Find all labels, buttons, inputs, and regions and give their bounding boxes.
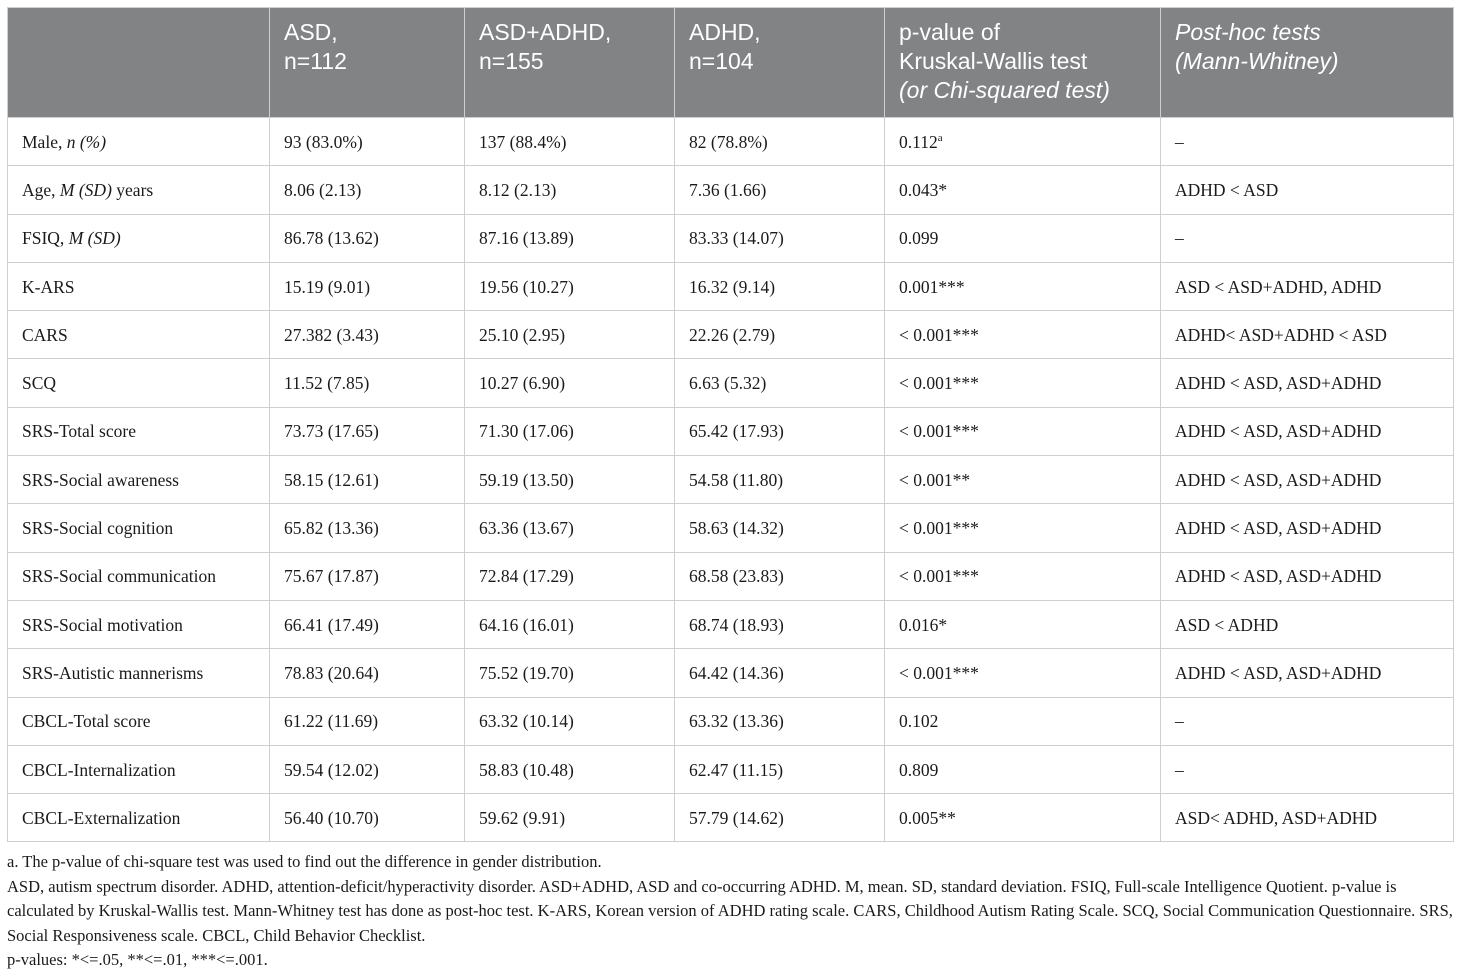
table-row xyxy=(8,359,1454,407)
row-label xyxy=(8,697,270,745)
cell-asd-adhd xyxy=(465,359,675,407)
cell-pvalue xyxy=(885,745,1161,793)
cell-asd xyxy=(270,552,465,600)
table-container xyxy=(7,7,1453,842)
cell-pvalue xyxy=(885,504,1161,552)
cell-asd-value: 65.82 (13.36) xyxy=(284,518,379,539)
row-label-italic: n (%) xyxy=(66,131,107,152)
cell-adhd xyxy=(675,311,885,359)
cell-adhd-value: 16.32 (9.14) xyxy=(689,276,776,297)
cell-pvalue-value: < 0.001*** xyxy=(899,421,979,442)
cell-posthoc xyxy=(1161,504,1454,552)
cell-pvalue xyxy=(885,214,1161,262)
cell-asd-value: 58.15 (12.61) xyxy=(284,469,379,490)
cell-posthoc-value: ADHD < ASD, ASD+ADHD xyxy=(1175,662,1382,683)
cell-asd-value: 59.54 (12.02) xyxy=(284,759,379,780)
cell-asd-adhd-value: 19.56 (10.27) xyxy=(479,276,574,297)
cell-pvalue xyxy=(885,262,1161,310)
cell-posthoc-value: ASD < ASD+ADHD, ADHD xyxy=(1175,276,1382,297)
cell-asd-adhd xyxy=(465,649,675,697)
cell-adhd-value: 62.47 (11.15) xyxy=(689,759,784,780)
cell-asd-adhd xyxy=(465,214,675,262)
header-pvalue-line3: (or Chi-squared test) xyxy=(899,77,1110,103)
header-adhd-line1: ADHD, xyxy=(689,19,761,45)
cell-pvalue-value: 0.102 xyxy=(899,711,939,732)
cell-pvalue xyxy=(885,456,1161,504)
cell-asd xyxy=(270,214,465,262)
table-row xyxy=(8,600,1454,648)
cell-asd-adhd-value: 8.12 (2.13) xyxy=(479,179,557,200)
cell-asd-value: 86.78 (13.62) xyxy=(284,228,379,249)
footnote-a: a. The p-value of chi-square test was used to find out the difference in gender distribution. xyxy=(7,852,602,871)
cell-asd-adhd-value: 25.10 (2.95) xyxy=(479,324,566,345)
cell-pvalue xyxy=(885,407,1161,455)
cell-asd-adhd-value: 10.27 (6.90) xyxy=(479,373,566,394)
cell-pvalue xyxy=(885,697,1161,745)
cell-asd-adhd-value: 63.36 (13.67) xyxy=(479,518,574,539)
cell-posthoc xyxy=(1161,745,1454,793)
row-label-text: CBCL-Externalization xyxy=(22,807,181,828)
cell-asd xyxy=(270,359,465,407)
cell-asd-value: 15.19 (9.01) xyxy=(284,276,371,297)
cell-pvalue xyxy=(885,649,1161,697)
cell-posthoc xyxy=(1161,214,1454,262)
header-adhd-line2: n=104 xyxy=(689,48,754,74)
cell-asd-value: 73.73 (17.65) xyxy=(284,421,379,442)
cell-adhd-value: 65.42 (17.93) xyxy=(689,421,784,442)
footnote-abbreviations: ASD, autism spectrum disorder. ADHD, attention-deficit/hyperactivity disorder. ASD+ADHD, ASD and co-occurring ADHD. M, mean. SD, standard deviation. FSIQ, Full-scale Intelligence Quotient. p-value is calculated by Kruskal-Wallis test. Mann-Whitney test has done as post-hoc test. K-ARS, Korean version of ADHD rating scale. CARS, Childhood Autism Rating Scale. SCQ, Social Communication Questionnaire. SRS, Social Responsiveness scale. CBCL, Child Behavior Checklist. xyxy=(7,876,1453,945)
row-label-text: CBCL-Internalization xyxy=(22,759,176,780)
cell-adhd xyxy=(675,552,885,600)
header-pvalue-line2: Kruskal-Wallis test xyxy=(899,48,1088,74)
cell-adhd-value: 57.79 (14.62) xyxy=(689,807,784,828)
cell-asd xyxy=(270,166,465,214)
cell-adhd-value: 64.42 (14.36) xyxy=(689,662,784,683)
cell-asd xyxy=(270,600,465,648)
row-label xyxy=(8,166,270,214)
cell-pvalue xyxy=(885,600,1161,648)
table-row xyxy=(8,311,1454,359)
table-row xyxy=(8,456,1454,504)
cell-pvalue-value: < 0.001*** xyxy=(899,518,979,539)
table-row xyxy=(8,745,1454,793)
cell-asd-value: 11.52 (7.85) xyxy=(284,373,370,394)
cell-adhd-value: 68.74 (18.93) xyxy=(689,614,784,635)
cell-asd-adhd-value: 71.30 (17.06) xyxy=(479,421,574,442)
cell-asd-value: 78.83 (20.64) xyxy=(284,662,379,683)
cell-adhd xyxy=(675,504,885,552)
cell-asd xyxy=(270,504,465,552)
cell-pvalue-value: < 0.001*** xyxy=(899,373,979,394)
data-table xyxy=(7,7,1454,842)
cell-asd-adhd xyxy=(465,262,675,310)
cell-asd xyxy=(270,456,465,504)
header-posthoc-line2: (Mann-Whitney) xyxy=(1175,48,1339,74)
cell-asd-adhd-value: 63.32 (10.14) xyxy=(479,711,574,732)
cell-pvalue-value: 0.809 xyxy=(899,759,939,780)
cell-posthoc xyxy=(1161,697,1454,745)
header-row xyxy=(8,8,1454,118)
cell-adhd xyxy=(675,214,885,262)
cell-posthoc-value: ADHD < ASD xyxy=(1175,179,1279,200)
cell-adhd-value: 63.32 (13.36) xyxy=(689,711,784,732)
cell-asd-adhd xyxy=(465,745,675,793)
cell-asd-value: 27.382 (3.43) xyxy=(284,324,379,345)
table-row xyxy=(8,794,1454,842)
cell-asd xyxy=(270,262,465,310)
table-row xyxy=(8,214,1454,262)
cell-asd xyxy=(270,745,465,793)
cell-posthoc xyxy=(1161,166,1454,214)
table-row xyxy=(8,504,1454,552)
cell-posthoc xyxy=(1161,552,1454,600)
cell-posthoc xyxy=(1161,311,1454,359)
cell-asd xyxy=(270,407,465,455)
cell-adhd xyxy=(675,745,885,793)
table-row xyxy=(8,407,1454,455)
cell-posthoc-value: ADHD < ASD, ASD+ADHD xyxy=(1175,469,1382,490)
cell-asd xyxy=(270,118,465,166)
cell-posthoc-value: – xyxy=(1175,131,1184,152)
header-blank xyxy=(8,8,270,118)
cell-adhd xyxy=(675,359,885,407)
cell-asd xyxy=(270,311,465,359)
row-label xyxy=(8,407,270,455)
cell-posthoc-value: ADHD < ASD, ASD+ADHD xyxy=(1175,518,1382,539)
row-label xyxy=(8,262,270,310)
cell-asd-value: 66.41 (17.49) xyxy=(284,614,379,635)
header-asd-line2: n=112 xyxy=(284,48,347,74)
row-label xyxy=(8,214,270,262)
cell-adhd xyxy=(675,600,885,648)
row-label-text: SRS-Total score xyxy=(22,421,136,442)
cell-asd-value: 56.40 (10.70) xyxy=(284,807,379,828)
cell-posthoc-value: ASD< ADHD, ASD+ADHD xyxy=(1175,807,1378,828)
cell-posthoc-value: – xyxy=(1175,711,1184,732)
cell-posthoc-value: ADHD < ASD, ASD+ADHD xyxy=(1175,566,1382,587)
row-label-text: SRS-Social cognition xyxy=(22,518,174,539)
row-label xyxy=(8,600,270,648)
row-label xyxy=(8,794,270,842)
cell-adhd-value: 82 (78.8%) xyxy=(689,131,768,152)
cell-asd-adhd xyxy=(465,504,675,552)
cell-adhd xyxy=(675,262,885,310)
cell-asd xyxy=(270,794,465,842)
footnote-pvalues: p-values: *<=.05, **<=.01, ***<=.001. xyxy=(7,950,268,969)
header-adhd xyxy=(675,8,885,118)
cell-asd-adhd-value: 87.16 (13.89) xyxy=(479,228,574,249)
header-pvalue xyxy=(885,8,1161,118)
cell-pvalue-value: 0.005** xyxy=(899,807,956,828)
cell-asd-value: 8.06 (2.13) xyxy=(284,179,362,200)
cell-posthoc-value: ADHD< ASD+ADHD < ASD xyxy=(1175,324,1387,345)
cell-asd-adhd xyxy=(465,118,675,166)
row-label xyxy=(8,504,270,552)
header-pvalue-line1: p-value of xyxy=(899,19,1001,45)
row-label xyxy=(8,456,270,504)
cell-pvalue-value: 0.001*** xyxy=(899,276,965,297)
cell-adhd-value: 6.63 (5.32) xyxy=(689,373,767,394)
cell-adhd xyxy=(675,407,885,455)
row-label xyxy=(8,359,270,407)
row-label-text: SRS-Social awareness xyxy=(22,469,179,490)
cell-posthoc xyxy=(1161,262,1454,310)
cell-pvalue xyxy=(885,552,1161,600)
cell-asd-adhd xyxy=(465,552,675,600)
cell-adhd xyxy=(675,794,885,842)
cell-adhd-value: 58.63 (14.32) xyxy=(689,518,784,539)
cell-asd xyxy=(270,649,465,697)
table-row xyxy=(8,552,1454,600)
cell-posthoc xyxy=(1161,407,1454,455)
cell-pvalue-value: 0.043* xyxy=(899,179,948,200)
header-asd xyxy=(270,8,465,118)
row-label-italic: M (SD) xyxy=(68,228,121,249)
header-asd-line1: ASD, xyxy=(284,19,338,45)
cell-adhd xyxy=(675,166,885,214)
cell-posthoc-value: ADHD < ASD, ASD+ADHD xyxy=(1175,421,1382,442)
cell-asd-value: 75.67 (17.87) xyxy=(284,566,379,587)
cell-asd-adhd-value: 137 (88.4%) xyxy=(479,131,567,152)
cell-adhd-value: 7.36 (1.66) xyxy=(689,179,767,200)
cell-adhd xyxy=(675,697,885,745)
cell-posthoc xyxy=(1161,359,1454,407)
cell-adhd xyxy=(675,118,885,166)
row-label-tail: years xyxy=(111,179,154,200)
cell-pvalue-value: < 0.001*** xyxy=(899,662,979,683)
cell-asd-adhd xyxy=(465,697,675,745)
cell-pvalue xyxy=(885,311,1161,359)
row-label-italic: M (SD) xyxy=(59,179,112,200)
cell-asd-adhd-value: 59.19 (13.50) xyxy=(479,469,574,490)
cell-asd-adhd-value: 64.16 (16.01) xyxy=(479,614,574,635)
cell-pvalue-value: < 0.001** xyxy=(899,469,971,490)
cell-asd-adhd-value: 58.83 (10.48) xyxy=(479,759,574,780)
cell-asd-adhd xyxy=(465,456,675,504)
table-footnotes xyxy=(7,850,1453,973)
cell-asd-adhd xyxy=(465,794,675,842)
cell-pvalue xyxy=(885,794,1161,842)
row-label-text: SRS-Social motivation xyxy=(22,614,183,635)
row-label xyxy=(8,311,270,359)
cell-asd-adhd xyxy=(465,311,675,359)
row-label xyxy=(8,552,270,600)
cell-asd-value: 93 (83.0%) xyxy=(284,131,363,152)
cell-posthoc xyxy=(1161,649,1454,697)
cell-posthoc-value: – xyxy=(1175,759,1184,780)
cell-asd-adhd-value: 72.84 (17.29) xyxy=(479,566,574,587)
row-label-text: SCQ xyxy=(22,373,57,394)
cell-pvalue xyxy=(885,118,1161,166)
row-label xyxy=(8,649,270,697)
header-asd-adhd-line1: ASD+ADHD, xyxy=(479,19,612,45)
row-label xyxy=(8,745,270,793)
cell-posthoc xyxy=(1161,600,1454,648)
cell-adhd-value: 54.58 (11.80) xyxy=(689,469,784,490)
header-asd-adhd xyxy=(465,8,675,118)
header-posthoc xyxy=(1161,8,1454,118)
cell-asd-adhd xyxy=(465,166,675,214)
row-label-text: K-ARS xyxy=(22,276,75,297)
cell-asd-value: 61.22 (11.69) xyxy=(284,711,379,732)
header-asd-adhd-line2: n=155 xyxy=(479,48,544,74)
table-row xyxy=(8,166,1454,214)
table-body xyxy=(8,118,1454,842)
table-row xyxy=(8,118,1454,166)
row-label xyxy=(8,118,270,166)
cell-asd-adhd xyxy=(465,600,675,648)
row-label-text: SRS-Autistic mannerisms xyxy=(22,662,204,683)
header-posthoc-line1: Post-hoc tests xyxy=(1175,19,1321,45)
cell-asd-adhd-value: 75.52 (19.70) xyxy=(479,662,574,683)
cell-pvalue-value: 0.099 xyxy=(899,228,939,249)
row-label-text: SRS-Social communication xyxy=(22,566,216,587)
row-label-text: FSIQ, xyxy=(22,228,69,249)
cell-posthoc xyxy=(1161,794,1454,842)
row-label-text: CBCL-Total score xyxy=(22,711,151,732)
cell-pvalue xyxy=(885,166,1161,214)
table-row xyxy=(8,649,1454,697)
cell-posthoc xyxy=(1161,118,1454,166)
table-row xyxy=(8,262,1454,310)
cell-asd xyxy=(270,697,465,745)
cell-adhd-value: 68.58 (23.83) xyxy=(689,566,784,587)
row-label-text: Age, xyxy=(22,179,60,200)
cell-posthoc-value: ADHD < ASD, ASD+ADHD xyxy=(1175,373,1382,394)
cell-pvalue-value: < 0.001*** xyxy=(899,324,979,345)
cell-posthoc-value: – xyxy=(1175,228,1184,249)
cell-asd-adhd xyxy=(465,407,675,455)
cell-pvalue-superscript: a xyxy=(937,131,943,144)
cell-asd-adhd-value: 59.62 (9.91) xyxy=(479,807,566,828)
cell-posthoc xyxy=(1161,456,1454,504)
cell-posthoc-value: ASD < ADHD xyxy=(1175,614,1279,635)
cell-pvalue xyxy=(885,359,1161,407)
cell-pvalue-value: < 0.001*** xyxy=(899,566,979,587)
table-header xyxy=(8,8,1454,118)
table-row xyxy=(8,697,1454,745)
cell-adhd xyxy=(675,456,885,504)
cell-pvalue-value: 0.112 xyxy=(899,131,938,152)
row-label-text: CARS xyxy=(22,324,68,345)
cell-adhd-value: 22.26 (2.79) xyxy=(689,324,776,345)
cell-pvalue-value: 0.016* xyxy=(899,614,948,635)
cell-adhd-value: 83.33 (14.07) xyxy=(689,228,784,249)
row-label-text: Male, xyxy=(22,131,67,152)
cell-adhd xyxy=(675,649,885,697)
